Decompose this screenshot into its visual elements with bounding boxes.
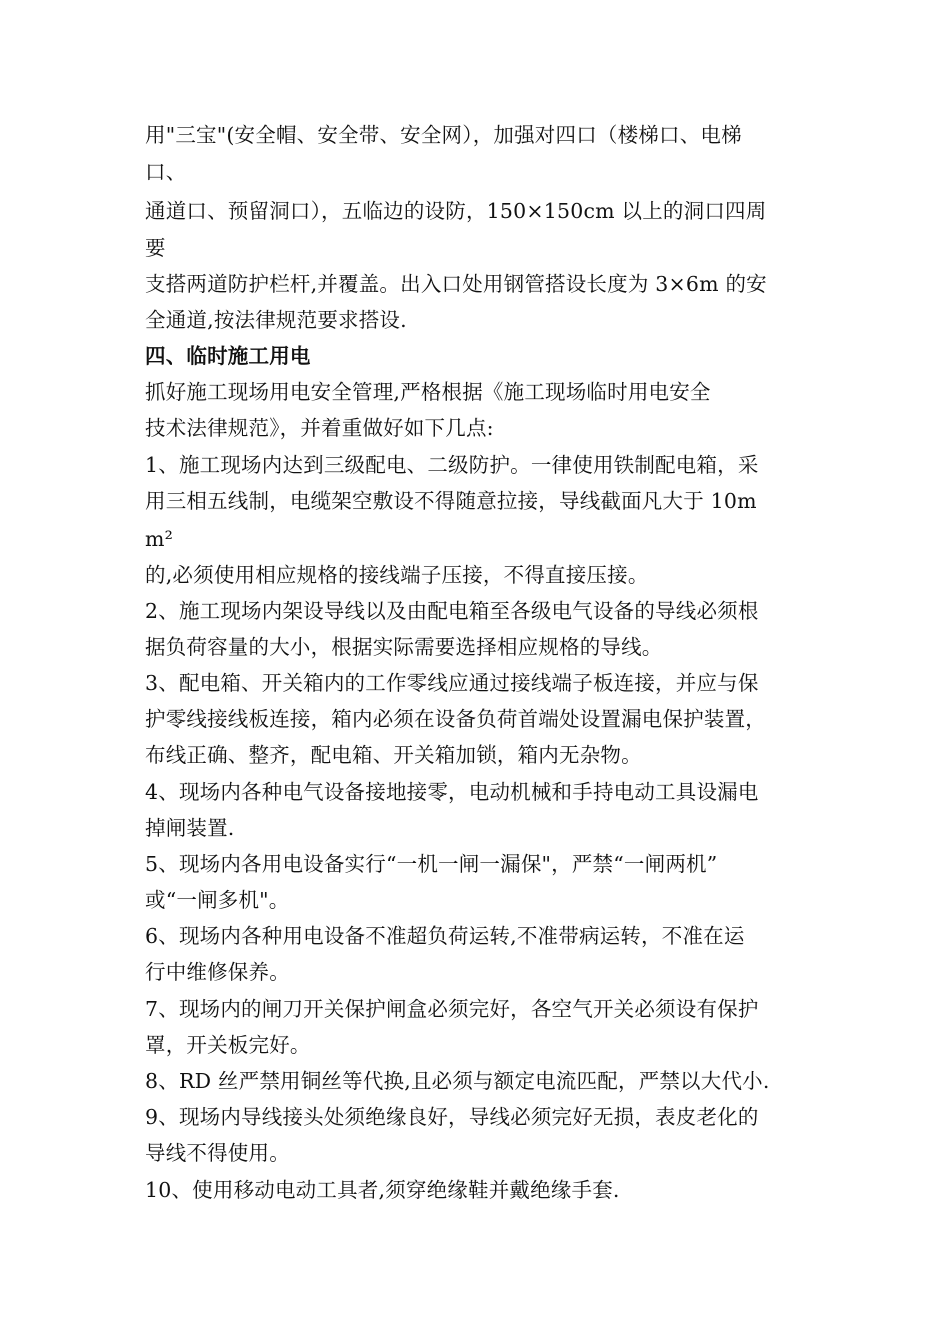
- section-heading: 四、临时施工用电: [145, 344, 311, 368]
- text-line: 或“一闸多机"。: [145, 888, 290, 912]
- text-line: 3、配电箱、开关箱内的工作零线应通过接线端子板连接，并应与保: [145, 671, 759, 695]
- text-line: 8、RD 丝严禁用铜丝等代换,且必须与额定电流匹配，严禁以大代小.: [145, 1069, 770, 1093]
- text-line: 据负荷容量的大小，根据实际需要选择相应规格的导线。: [145, 635, 663, 659]
- text-line: 技术法律规范》，并着重做好如下几点:: [145, 416, 494, 440]
- text-line: 6、现场内各种用电设备不准超负荷运转,不准带病运转，不准在运: [145, 924, 745, 948]
- text-line: 要: [145, 236, 166, 260]
- text-line: 2、施工现场内架设导线以及由配电箱至各级电气设备的导线必须根: [145, 599, 759, 623]
- text-line: 掉闸装置.: [145, 816, 235, 840]
- text-line: 支搭两道防护栏杆,并覆盖。出入口处用钢管搭设长度为 3×6m 的安: [145, 272, 767, 296]
- text-line: 罩，开关板完好。: [145, 1033, 311, 1057]
- text-line: m²: [145, 527, 174, 551]
- text-line: 护零线接线板连接，箱内必须在设备负荷首端处设置漏电保护装置，: [145, 707, 766, 731]
- text-line: 1、施工现场内达到三级配电、二级防护。一律使用铁制配电箱，采: [145, 453, 759, 477]
- text-line: 10、使用移动电动工具者,须穿绝缘鞋并戴绝缘手套.: [145, 1178, 620, 1202]
- text-line: 布线正确、整齐，配电箱、开关箱加锁，箱内无杂物。: [145, 743, 642, 767]
- text-line: 7、现场内的闸刀开关保护闸盒必须完好，各空气开关必须设有保护: [145, 997, 759, 1021]
- text-line: 行中维修保养。: [145, 960, 290, 984]
- text-line: 导线不得使用。: [145, 1141, 290, 1165]
- text-line: 通道口、预留洞口），五临边的设防，150×150cm 以上的洞口四周: [145, 199, 767, 223]
- text-line: 全通道,按法律规范要求搭设.: [145, 308, 407, 332]
- text-line: 口、: [145, 160, 187, 184]
- text-line: 的,必须使用相应规格的接线端子压接，不得直接压接。: [145, 563, 649, 587]
- text-line: 9、现场内导线接头处须绝缘良好，导线必须完好无损，表皮老化的: [145, 1105, 759, 1129]
- text-line: 4、现场内各种电气设备接地接零，电动机械和手持电动工具设漏电: [145, 780, 759, 804]
- text-line: 5、现场内各用电设备实行“一机一闸一漏保"，严禁“一闸两机”: [145, 852, 718, 876]
- text-line: 用三相五线制，电缆架空敷设不得随意拉接，导线截面凡大于 10m: [145, 489, 757, 513]
- text-line: 抓好施工现场用电安全管理,严格根据《施工现场临时用电安全: [145, 380, 711, 404]
- text-line: 用"三宝"(安全帽、安全带、安全网），加强对四口（楼梯口、电梯: [145, 123, 742, 147]
